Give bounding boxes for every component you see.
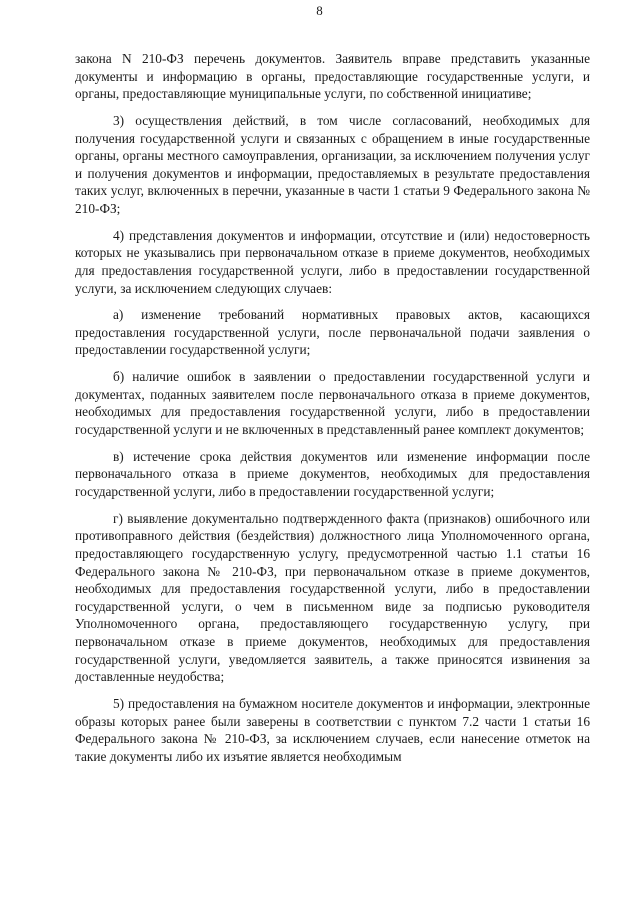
paragraph-subitem-g: г) выявление документально подтвержденного факта (признаков) ошибочного или противоправного действия (бездействия) должностного лица Уполномоченного органа, предоставляющего государственную услугу, предусмотренной частью 1.1 статьи 16 Федерального закона № 210-ФЗ, при первоначальном отказе в приеме документов, необходимых для предоставления государственной услуги, либо в предоставлении государственной услуги, о чем в письменном виде за подписью руководителя Уполномоченного органа, предоставляющего государственную услугу, при первоначальном отказе в приеме документов, необходимых для предоставления государственной услуги, уведомляется заявитель, а также приносятся извинения за доставленные неудобства;: [75, 510, 590, 685]
paragraph-continuation: закона N 210-ФЗ перечень документов. Заявитель вправе представить указанные документы и информацию в органы, предоставляющие государственные услуги, и органы, предоставляющие муниципальные услуги, по собственной инициативе;: [75, 51, 590, 102]
document-body: [75, 50, 590, 774]
paragraph-item-5: 5) предоставления на бумажном носителе документов и информации, электронные образы которых ранее были заверены в соответствии с пунктом 7.2 части 1 статьи 16 Федерального закона № 210-ФЗ, за исключением случаев, если нанесение отметок на такие документы либо их изъятие является необходимым: [75, 695, 590, 764]
page-number: 8: [316, 3, 323, 18]
paragraph-item-4: 4) представления документов и информации, отсутствие и (или) недостоверность которых не указывались при первоначальном отказе в приеме документов, необходимых для предоставления государственной услуги, либо в предоставлении государственной услуги, за исключением следующих случаев:: [75, 227, 590, 296]
paragraph-item-3: 3) осуществления действий, в том числе согласований, необходимых для получения государственной услуги и связанных с обращением в иные государственные органы, органы местного самоуправления, организации, за исключением получения услуг и получения документов и информации, предоставляемых в результате предоставления таких услуг, включенных в перечни, указанные в части 1 статьи 9 Федерального закона № 210-ФЗ;: [75, 112, 590, 216]
paragraph-subitem-a: а) изменение требований нормативных правовых актов, касающихся предоставления государственной услуги, после первоначальной подачи заявления о предоставлении государственной услуги;: [75, 307, 590, 358]
paragraph-subitem-b: б) наличие ошибок в заявлении о предоставлении государственной услуги и документах, поданных заявителем после первоначального отказа в приеме документов, необходимых для предоставления государственной услуги, либо в предоставлении государственной услуги и не включенных в представленный ранее комплект документов;: [75, 369, 590, 438]
paragraph-subitem-v: в) истечение срока действия документов или изменение информации после первоначального отказа в приеме документов, необходимых для предоставления государственной услуги, либо в предоставлении государственной услуги;: [75, 448, 590, 499]
